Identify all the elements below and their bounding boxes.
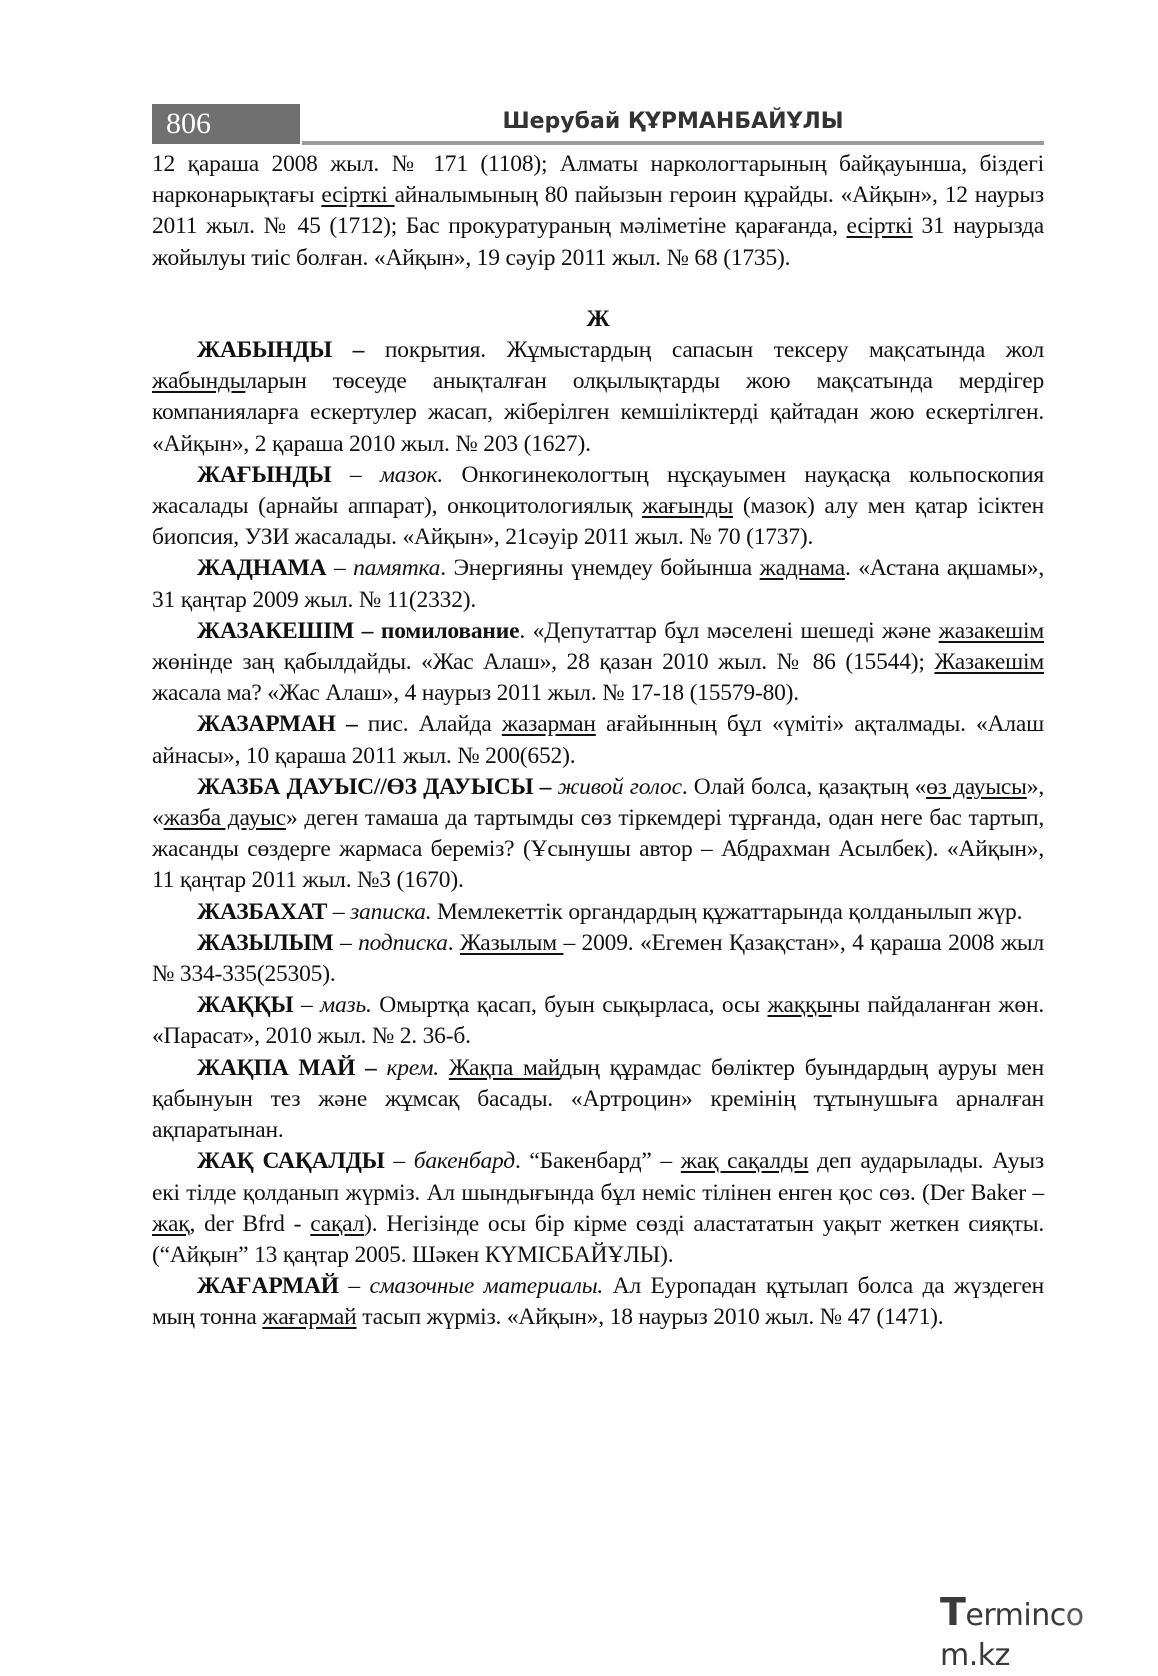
text-run: – xyxy=(384,1148,414,1175)
text-run: 12 қараша 2008 жыл. № 171 (1108); Алматы наркологтарының байқауынша, біздегі нарконарықтағы xyxy=(152,151,1044,209)
site-logo xyxy=(940,1590,1150,1673)
translation: бакенбард xyxy=(413,1148,515,1175)
text-run: Омыртқа қасап, буын сықырласа, осы xyxy=(371,992,768,1019)
translation: мазь. xyxy=(320,992,372,1019)
dictionary-entry xyxy=(152,709,1044,771)
text-run: Онкогинекологтың нұсқауымен науқасқа кольпоскопия жасалады (арнайы аппарат), онкоцитологиялық xyxy=(152,461,1045,520)
text-run: . “Бакенбард” – xyxy=(514,1148,681,1175)
underlined-term: жабынды xyxy=(152,368,246,395)
dictionary-entry xyxy=(152,1053,1044,1147)
text-run: пис. Алайда xyxy=(357,711,502,738)
header-rule xyxy=(302,141,1044,145)
text-run: », « xyxy=(152,773,1044,832)
text-run: жасала ма? «Жас Алаш», 4 наурыз 2011 жыл. № 17-18 (15579-80). xyxy=(152,680,799,707)
underlined-term: есірткі xyxy=(321,182,395,209)
text-run: Мемлекеттік органдардың құжаттарында қолданылып жүр. xyxy=(431,898,1023,925)
dictionary-entry xyxy=(152,772,1044,897)
text-run: покрытия. Жұмыстардың сапасын тексеру мақсатында жол xyxy=(364,337,1045,364)
translation: подписка xyxy=(358,929,448,956)
underlined-term: есірткі xyxy=(846,213,913,240)
page-number: 806 xyxy=(152,104,300,144)
text-run: . Энергияны үнемдеу бойынша xyxy=(440,555,760,582)
text-run: дың құрамдас бөліктер буындардың ауруы мен қабынуын тез және жұмсақ басады. «Артроцин» кремінің тұтынушыға арналған ақпаратынан. xyxy=(152,1054,1044,1144)
entries-list xyxy=(152,335,1044,1334)
underlined-term: жағармай xyxy=(262,1304,357,1331)
text-run: – xyxy=(293,992,321,1019)
headword: ЖАЗАКЕШІМ – помилование xyxy=(197,617,520,644)
text-run: ны пайдаланған жөн. «Парасат», 2010 жыл. № 2. 36-б. xyxy=(152,992,1044,1050)
text-run xyxy=(439,1055,449,1081)
text-run: тасып жүрміз. «Айқын», 18 наурыз 2010 жыл. № 47 (1471). xyxy=(356,1304,944,1331)
intro-paragraph xyxy=(152,149,1044,274)
translation: смазочные материалы. xyxy=(369,1273,604,1300)
dictionary-entry xyxy=(152,928,1044,990)
underlined-term: жаднама xyxy=(759,555,845,582)
headword: ЖАҒАРМАЙ xyxy=(197,1273,339,1300)
text-run: ларын төсеуде анықталған олқылықтарды жою мақсатында мердігер компанияларға ескертулер жасап, жіберілген кемшіліктерді қайтадан жою ескертілген. «Айқын», 2 қараша 2010 жыл. № 203 (1627). xyxy=(152,368,1044,457)
underlined-term: жағынды xyxy=(642,493,734,520)
headword: ЖАБЫНДЫ – xyxy=(197,337,365,364)
headword: ЖАЗБА ДАУЫС//ӨЗ ДАУЫСЫ – xyxy=(197,773,552,800)
text-run: » деген тамаша да тартымды сөз тіркемдері тұрғанда, одан неге бас тартып, жасанды сөздерге жармаса береміз? (Ұсынушы автор – Абдрахман Асылбек). «Айқын», 11 қаңтар 2011 жыл. №3 (1670). xyxy=(152,805,1044,894)
underlined-term: Жазылым xyxy=(459,929,564,956)
underlined-term: жазба дауыс xyxy=(163,805,286,832)
text-run: (мазок) алу мен қатар ісіктен биопсия, УЗИ жасалады. «Айқын», 21сәуір 2011 жыл. № 70 (1737). xyxy=(152,493,1044,551)
underlined-term: Жақпа май xyxy=(448,1054,561,1081)
text-run: . «Депутаттар бұл мәселені шешеді және xyxy=(519,617,939,644)
section-letter: Ж xyxy=(586,305,610,332)
headword: ЖАҚ САҚАЛДЫ xyxy=(197,1148,385,1175)
dictionary-entry xyxy=(152,1271,1044,1333)
text-run: айналымының 80 пайызын героин құрайды. «Айқын», 12 наурыз 2011 жыл. № 45 (1712); Бас прокуратураның мәліметіне қарағанда, xyxy=(152,182,1044,240)
headword: ЖАҒЫНДЫ xyxy=(197,461,332,488)
dictionary-entry xyxy=(152,616,1044,710)
translation: записка. xyxy=(350,898,432,925)
dictionary-entry xyxy=(152,1146,1044,1271)
text-run: Ал Еуропадан құтылап болса да жүздеген мың тонна xyxy=(152,1273,1044,1331)
dictionary-entry xyxy=(152,335,1044,460)
underlined-term: жақ xyxy=(152,1210,190,1237)
logo-domain: m.kz xyxy=(940,1638,1010,1673)
logo-initial: T xyxy=(940,1590,966,1634)
text-run: , der Bfrd - xyxy=(189,1210,311,1237)
text-run: – xyxy=(333,929,359,956)
text-run: 31 наурызда жойылуы тиіс болған. «Айқын», 19 сәуір 2011 жыл. № 68 (1735). xyxy=(152,213,1045,271)
dictionary-entry xyxy=(152,990,1044,1052)
text-run: . xyxy=(447,929,460,956)
underlined-term: өз дауысы xyxy=(926,773,1027,800)
headword: ЖАДНАМА xyxy=(197,555,327,582)
text-run: – xyxy=(338,1273,370,1300)
dictionary-body xyxy=(152,149,1044,1334)
headword: ЖАЗЫЛЫМ xyxy=(197,929,334,956)
text-run: жөнінде заң қабылдайды. «Жас Алаш», 28 қазан 2010 жыл. № 86 (15544); xyxy=(152,649,935,676)
underlined-term: Жазакешім xyxy=(934,649,1044,676)
dictionary-entry xyxy=(152,897,1044,928)
translation: памятка xyxy=(353,555,441,582)
text-run: . «Астана ақшамы», 31 қаңтар 2009 жыл. № 11(2332). xyxy=(152,555,1044,613)
dictionary-entry xyxy=(152,460,1044,554)
headword: ЖАЗАРМАН – xyxy=(197,711,358,738)
logo-text: erminc xyxy=(965,1598,1066,1633)
text-run: – xyxy=(327,898,351,925)
headword: ЖАЗБАХАТ xyxy=(197,898,328,925)
headword: ЖАҚҚЫ xyxy=(197,992,294,1019)
underlined-term: сақал xyxy=(310,1210,365,1237)
text-run: – 2009. «Егемен Қазақстан», 4 қараша 2008 жыл № 334-335(25305). xyxy=(152,929,1044,988)
text-run xyxy=(377,1055,387,1081)
text-run: ). Негізінде осы бір кірме сөзді аластататын уақыт жеткен сияқты. (“Айқын” 13 қаңтар 2005. Шәкен КҮМІСБАЙҰЛЫ). xyxy=(152,1210,1044,1268)
underlined-term: жазакешім xyxy=(938,617,1044,644)
headword: ЖАҚПА МАЙ – xyxy=(197,1054,377,1081)
text-run: . Олай болса, қазақтың « xyxy=(681,773,927,800)
running-title: Шерубай ҚҰРМАНБАЙҰЛЫ xyxy=(502,109,844,134)
translation: живой голос xyxy=(557,773,682,800)
dictionary-entry xyxy=(152,553,1044,615)
logo-ring-icon: o xyxy=(1065,1598,1084,1633)
text-run: – xyxy=(326,555,354,582)
translation: крем. xyxy=(386,1054,439,1081)
text-run: – xyxy=(331,461,380,488)
text-run: деп аударылады. Ауыз екі тілде қолданып жүрміз. Ал шындығында бұл неміс тілінен енген қос сөз. (Der Baker – xyxy=(152,1148,1044,1206)
underlined-term: жазарман xyxy=(501,711,596,738)
underlined-term: жақ сақалды xyxy=(680,1148,809,1175)
translation: мазок. xyxy=(379,461,444,488)
text-run: ағайынның бұл «үміті» ақталмады. «Алаш айнасы», 10 қараша 2011 жыл. № 200(652). xyxy=(152,711,1044,769)
underlined-term: жаққы xyxy=(767,992,832,1019)
page-header xyxy=(152,104,1044,146)
